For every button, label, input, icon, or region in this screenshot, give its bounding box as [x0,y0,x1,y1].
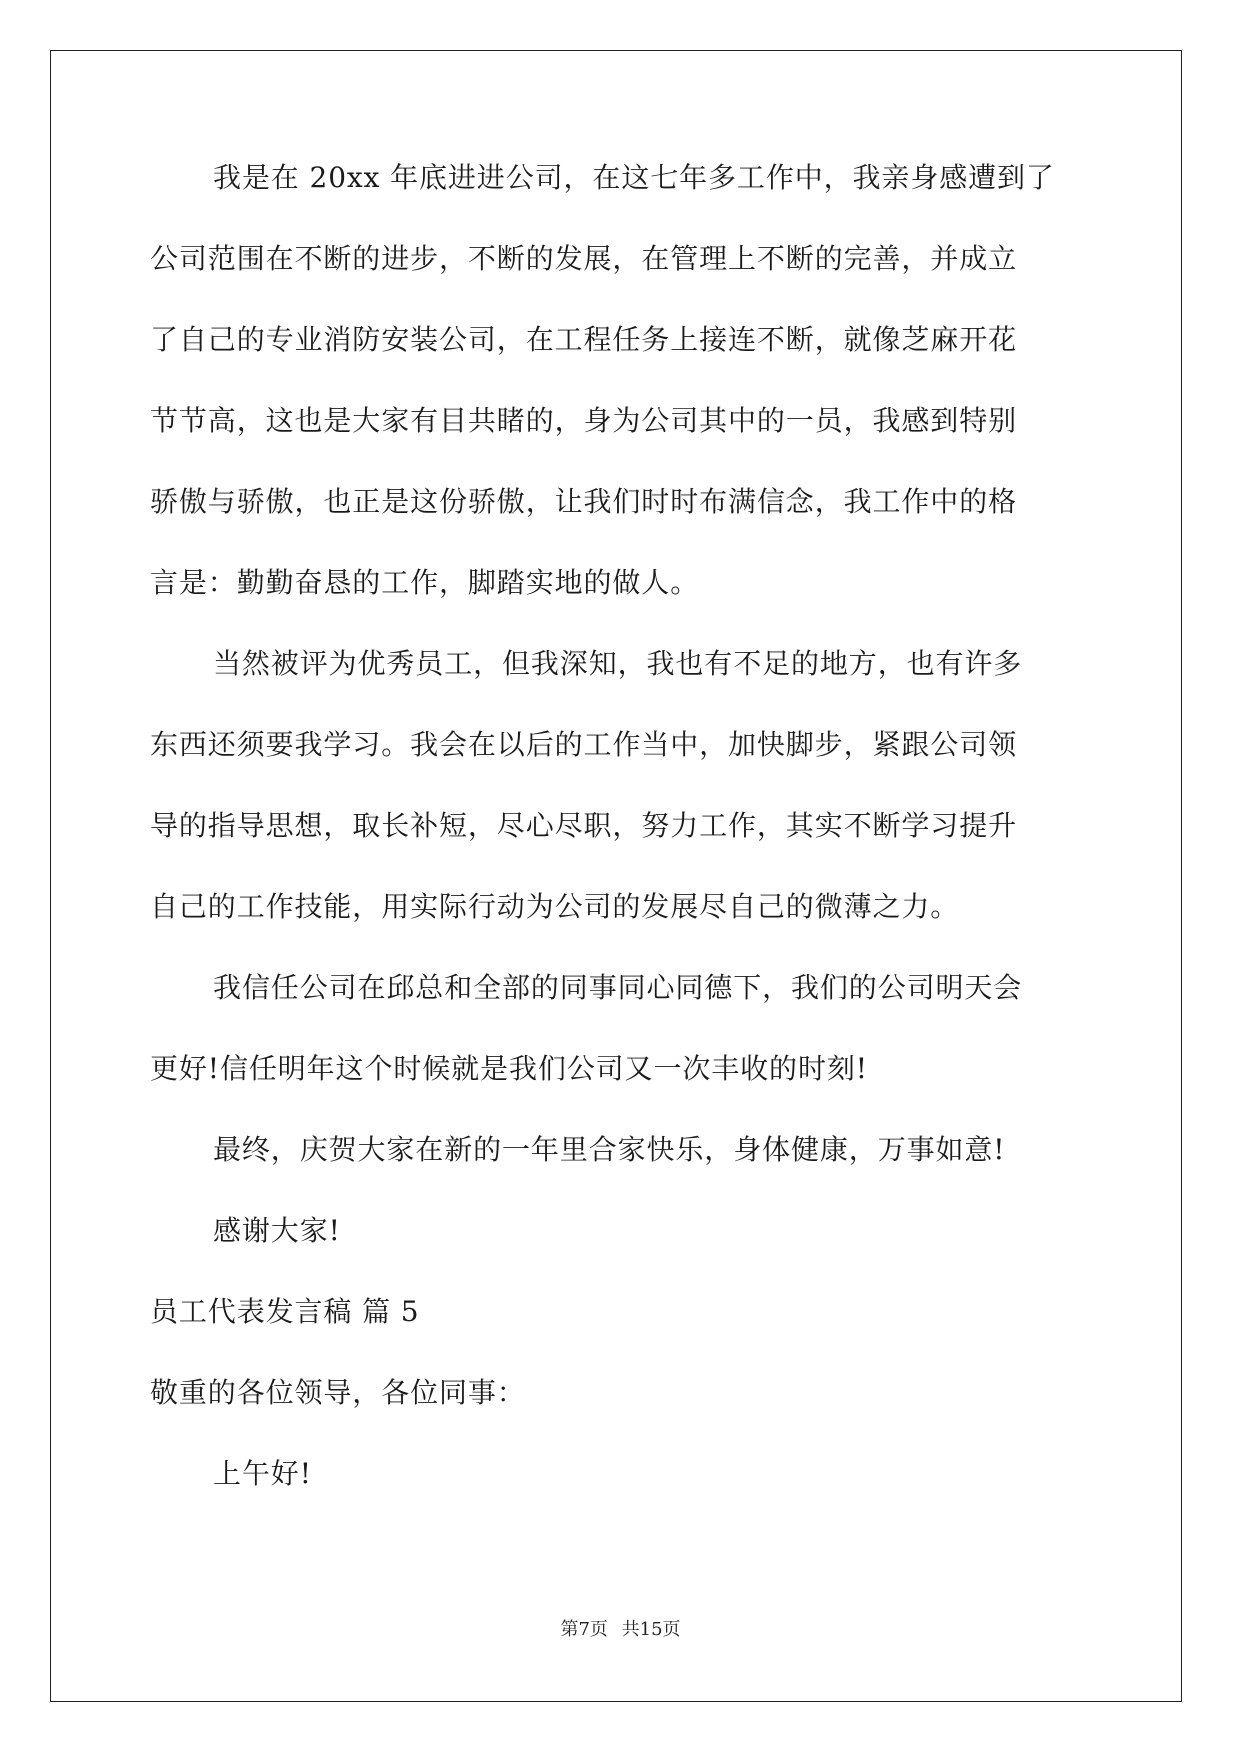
document-body [150,158,1088,1535]
current-page-number: 第7页 [560,1619,608,1640]
paragraph-line: 最终，庆贺大家在新的一年里合家快乐，身体健康，万事如意! [213,1133,1006,1166]
paragraph-line: 我信任公司在邱总和全部的同事同心同德下，我们的公司明天会 [213,971,1023,1004]
paragraph-line: 东西还须要我学习。我会在以后的工作当中，加快脚步，紧跟公司领 [150,728,1018,761]
paragraph-line: 公司范围在不断的进步，不断的发展，在管理上不断的完善，并成立 [150,242,1018,275]
paragraph-line: 更好!信任明年这个时候就是我们公司又一次丰收的时刻! [150,1052,868,1085]
total-page-count: 共15页 [621,1619,681,1640]
paragraph-line: 骄傲与骄傲，也正是这份骄傲，让我们时时布满信念，我工作中的格 [150,485,1018,518]
paragraph-line: 我是在 20xx 年底进进公司，在这七年多工作中，我亲身感遭到了 [213,161,1055,194]
paragraph-line: 当然被评为优秀员工，但我深知，我也有不足的地方，也有许多 [213,647,1023,680]
section-heading: 员工代表发言稿 篇 5 [150,1295,420,1328]
paragraph-line: 自己的工作技能，用实际行动为公司的发展尽自己的微薄之力。 [150,890,960,923]
paragraph-line: 导的指导思想，取长补短，尽心尽职，努力工作，其实不断学习提升 [150,809,1018,842]
paragraph-line: 感谢大家! [213,1214,341,1247]
paragraph-line: 了自己的专业消防安装公司，在工程任务上接连不断，就像芝麻开花 [150,323,1018,356]
salutation: 敬重的各位领导，各位同事： [150,1376,526,1409]
greeting: 上午好! [213,1457,312,1490]
page-footer [0,1619,1241,1641]
paragraph-line: 言是：勤勤奋恳的工作，脚踏实地的做人。 [150,566,700,599]
paragraph-line: 节节高，这也是大家有目共睹的，身为公司其中的一员，我感到特别 [150,404,1018,437]
